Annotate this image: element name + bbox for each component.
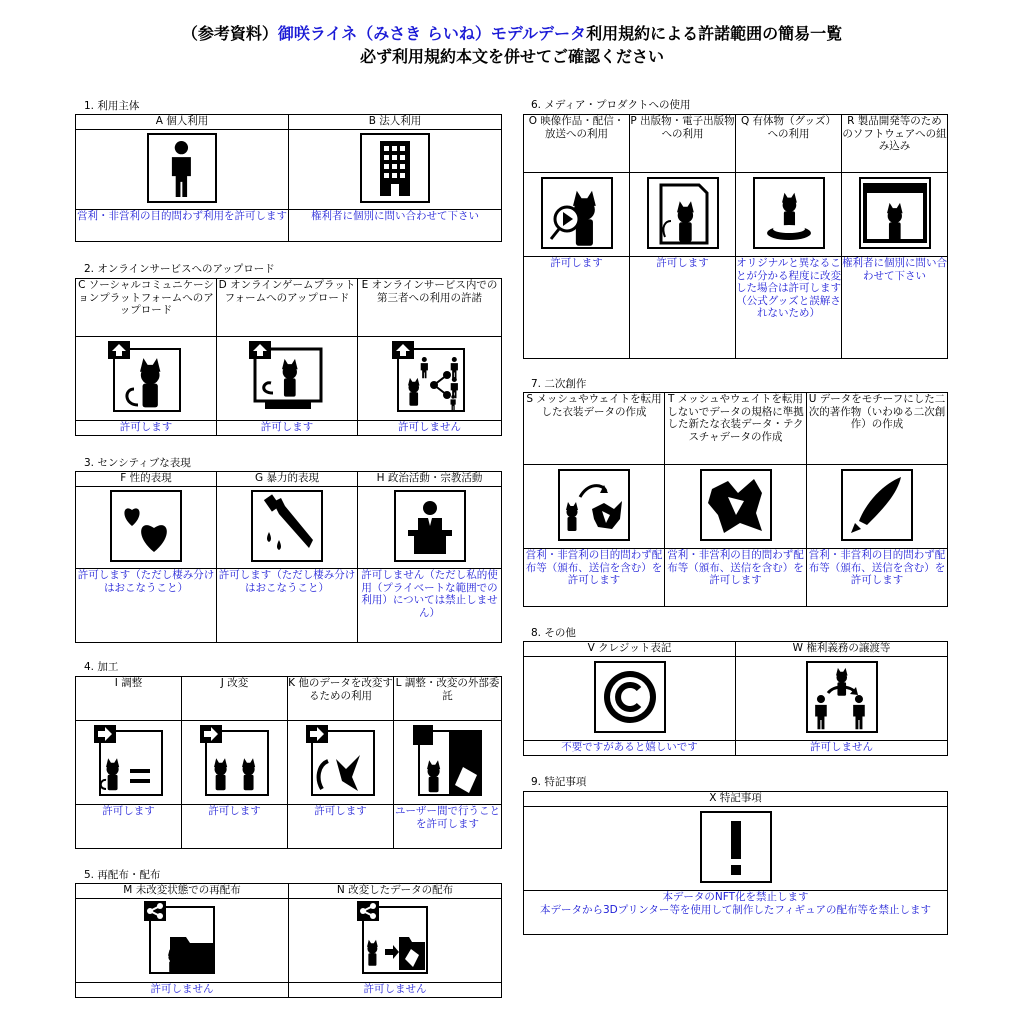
- page-subtitle: 必ず利用規約本文を併せてご確認ください: [359, 47, 664, 66]
- item-header: X 特記事項: [524, 792, 948, 807]
- share-third-party-icon: [392, 341, 468, 413]
- upload-sns-icon: [108, 341, 184, 413]
- item-header: E オンラインサービス内での第三者への利用の許諾: [358, 279, 502, 337]
- item-answer: 許可します: [524, 257, 630, 359]
- section-6-table: [523, 114, 948, 359]
- section-title: 6. メディア・プロダクトへの使用: [531, 99, 691, 111]
- item-answer: 許可しません（ただし私的使用（プライベートな範囲での利用）については禁止しません）: [358, 569, 502, 643]
- section-title: 9. 特記事項: [531, 776, 587, 788]
- item-answer: 許可します: [630, 257, 736, 359]
- item-header: D オンラインゲームプラットフォームへのアップロード: [217, 279, 358, 337]
- software-icon: [859, 177, 931, 249]
- item-answer: 許可します: [76, 805, 182, 849]
- item-header: H 政治活動・宗教活動: [358, 472, 502, 487]
- item-header: M 未改変状態での再配布: [76, 884, 289, 899]
- item-answer: 許可します: [217, 421, 358, 436]
- item-answer: 不要ですがあると嬉しいです: [524, 741, 736, 756]
- section-title: 1. 利用主体: [84, 100, 140, 112]
- item-header: B 法人利用: [289, 115, 502, 130]
- outsource-icon: [413, 725, 483, 797]
- section-3-table: [75, 471, 502, 643]
- building-icon: [360, 133, 430, 203]
- item-header: Q 有体物（グッズ）への利用: [736, 115, 842, 173]
- adjust-icon: [94, 725, 164, 797]
- hearts-icon: [110, 490, 182, 562]
- redistribute-icon: [144, 901, 220, 977]
- item-answer: 許可します（ただし棲み分けはおこなうこと）: [76, 569, 217, 643]
- costume-convert-icon: [558, 469, 630, 541]
- item-header: J 改変: [182, 677, 288, 721]
- item-answer: 本データから3Dプリンター等を使用して制作したフィギュアの配布等を禁止します: [539, 903, 932, 916]
- use-for-other-icon: [306, 725, 376, 797]
- figure-icon: [753, 177, 825, 249]
- item-answer: 営利・非営利の目的問わず利用を許可します: [76, 210, 289, 242]
- item-answer: 許可しません: [76, 983, 289, 998]
- item-answer: 許可しません: [358, 421, 502, 436]
- transfer-icon: [806, 661, 878, 733]
- item-header: N 改変したデータの配布: [289, 884, 502, 899]
- item-answer: 権利者に個別に問い合わせて下さい: [842, 257, 948, 359]
- item-answer: 営利・非営利の目的問わず配布等（頒布、送信を含む）を許可します: [524, 549, 665, 607]
- title-prefix: （参考資料）: [181, 24, 278, 43]
- section-title: 3. センシティブな表現: [84, 457, 191, 469]
- section-9-table: [523, 791, 948, 935]
- section-title: 2. オンラインサービスへのアップロード: [84, 263, 275, 275]
- section-7-table: [523, 392, 948, 607]
- copyright-icon: [594, 661, 666, 733]
- item-answer: 本データのNFT化を禁止します: [662, 891, 809, 903]
- title-suffix: 利用規約による許諾範囲の簡易一覧: [586, 24, 843, 43]
- section-title: 4. 加工: [84, 661, 119, 673]
- item-answer: 営利・非営利の目的問わず配布等（頒布、送信を含む）を許可します: [807, 549, 948, 607]
- item-header: I 調整: [76, 677, 182, 721]
- section-4-table: [75, 676, 502, 849]
- upload-game-icon: [249, 341, 325, 413]
- publication-icon: [647, 177, 719, 249]
- knife-icon: [251, 490, 323, 562]
- costume-new-icon: [700, 469, 772, 541]
- item-header: V クレジット表記: [524, 642, 736, 657]
- item-answer: 権利者に個別に問い合わせて下さい: [289, 210, 502, 242]
- item-header: R 製品開発等のためのソフトウェアへの組み込み: [842, 115, 948, 173]
- item-header: A 個人利用: [76, 115, 289, 130]
- item-answer: 許可します（ただし棲み分けはおこなうこと）: [217, 569, 358, 643]
- section-1-table: [75, 114, 502, 242]
- item-answer: オリジナルと異なることが分かる程度に改変した場合は許可します（公式グッズと誤解されないため）: [736, 257, 842, 359]
- section-8-table: [523, 641, 948, 756]
- section-5-table: [75, 883, 502, 998]
- item-header: K 他のデータを改変するための利用: [288, 677, 394, 721]
- section-title: 7. 二次創作: [531, 378, 587, 390]
- item-header: W 権利義務の譲渡等: [736, 642, 948, 657]
- person-icon: [147, 133, 217, 203]
- distribute-modified-icon: [357, 901, 433, 977]
- item-header: S メッシュやウェイトを転用した衣装データの作成: [524, 393, 665, 465]
- section-title: 8. その他: [531, 627, 576, 639]
- modify-icon: [200, 725, 270, 797]
- item-header: G 暴力的表現: [217, 472, 358, 487]
- pen-icon: [841, 469, 913, 541]
- video-icon: [541, 177, 613, 249]
- page-title: [0, 24, 1024, 44]
- podium-icon: [394, 490, 466, 562]
- item-answer: 営利・非営利の目的問わず配布等（頒布、送信を含む）を許可します: [665, 549, 807, 607]
- item-header: P 出版物・電子出版物への利用: [630, 115, 736, 173]
- item-answer: 許可しません: [736, 741, 948, 756]
- item-answer: 許可します: [182, 805, 288, 849]
- item-header: F 性的表現: [76, 472, 217, 487]
- section-2-table: [75, 278, 502, 436]
- title-model-name: 御咲ライネ（みさき らいね）モデルデータ: [277, 24, 587, 43]
- item-header: U データをモチーフにした二次的著作物（いわゆる二次創作）の作成: [807, 393, 948, 465]
- item-answer: ユーザー間で行うことを許可します: [394, 805, 502, 849]
- exclamation-icon: [700, 811, 772, 883]
- item-header: L 調整・改変の外部委託: [394, 677, 502, 721]
- item-answer: 許可します: [288, 805, 394, 849]
- item-answer: 許可します: [76, 421, 217, 436]
- item-header: O 映像作品・配信・放送への利用: [524, 115, 630, 173]
- item-header: T メッシュやウェイトを転用しないでデータの規格に準拠した新たな衣装データ・テクスチャデータの作成: [665, 393, 807, 465]
- section-title: 5. 再配布・配布: [84, 869, 161, 881]
- item-header: C ソーシャルコミュニケーションプラットフォームへのアップロード: [76, 279, 217, 337]
- item-answer: 許可しません: [289, 983, 502, 998]
